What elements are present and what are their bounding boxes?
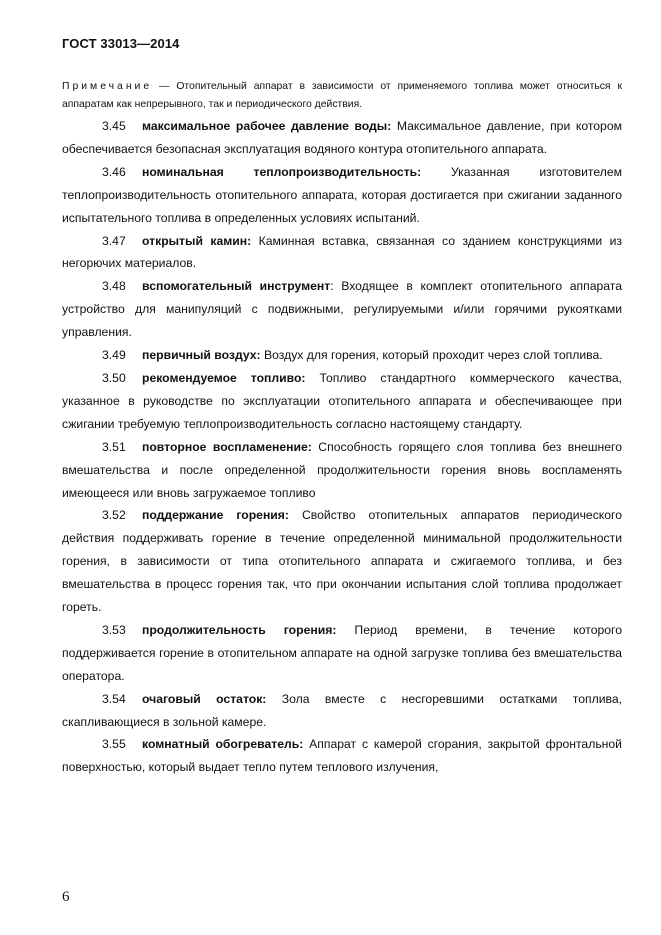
paragraph-3-49	[62, 344, 622, 367]
clause-number: 3.48	[102, 279, 126, 294]
clause-term: продолжительность горения:	[142, 622, 337, 637]
paragraph-3-54	[62, 688, 622, 734]
clause-term: первичный воздух:	[142, 348, 261, 363]
paragraph-3-50	[62, 367, 622, 436]
paragraph-3-55	[62, 733, 622, 779]
clause-number: 3.54	[102, 691, 126, 706]
note-block	[62, 78, 622, 114]
clause-number: 3.51	[102, 439, 126, 454]
clause-term: номинальная теплопроизводительность:	[142, 164, 422, 179]
paragraph-3-45	[62, 115, 622, 161]
clause-term: поддержание горения:	[142, 508, 289, 523]
clause-text: Топливо стандартного коммерческого качества, указанное в руководстве по эксплуатации отопительного аппарата и обеспечивающее при сжигании требуемую теплопроизводительность согласно настоящему стандарту.	[62, 370, 622, 431]
clause-text: Способность горящего слоя топлива без внешнего вмешательства и после определенной продолжительности горения вновь воспламенять имеющееся или вновь загружаемое топливо	[62, 439, 622, 500]
clause-text: Указанная изготовителем теплопроизводительность отопительного аппарата, которая достигается при сжигании заданного испытательного топлива в определенных условиях испытаний.	[62, 164, 622, 225]
clause-number: 3.50	[102, 370, 126, 385]
clause-term: максимальное рабочее давление воды:	[142, 119, 392, 133]
clause-text: Зола вместе с несгоревшими остатками топлива, скапливающиеся в зольной камере.	[62, 691, 623, 729]
clause-term: вспомогательный инструмент	[142, 279, 331, 294]
note-text: — Отопительный аппарат в зависимости от применяемого топлива может относиться к аппаратам как непрерывного, так и периодического действия.	[62, 81, 622, 110]
clause-number: 3.46	[102, 164, 126, 179]
clause-text: : Входящее в комплект отопительного аппарата устройство для манипуляций с подвижными, регулируемыми и/или горячими рукоятками управления.	[62, 279, 622, 340]
paragraph-3-51	[62, 436, 622, 505]
clause-term: очаговый остаток:	[142, 691, 267, 706]
clause-number: 3.49	[102, 348, 126, 363]
clause-term: комнатный обогреватель:	[142, 737, 304, 752]
document-header: ГОСТ 33013—2014	[62, 36, 180, 51]
paragraph-3-48	[62, 275, 622, 344]
paragraph-3-53	[62, 619, 622, 688]
clause-text: Максимальное давление, при котором обеспечивается безопасная эксплуатация водяного контура отопительного аппарата.	[62, 119, 622, 156]
clause-text: Воздух для горения, который проходит через слой топлива.	[260, 348, 603, 363]
clause-number: 3.53	[102, 622, 126, 637]
paragraph-3-46	[62, 161, 622, 230]
clause-text: Аппарат с камерой сгорания, закрытой фронтальной поверхностью, который выдает тепло путем теплового излучения,	[62, 737, 622, 775]
clause-text: Каминная вставка, связанная со зданием конструкциями из негорючих материалов.	[62, 233, 623, 271]
paragraph-3-47	[62, 230, 622, 276]
clause-number: 3.52	[102, 508, 126, 523]
clause-number: 3.47	[102, 233, 126, 248]
clause-number: 3.55	[102, 737, 126, 752]
clause-text: Период времени, в течение которого поддерживается горение в отопительном аппарате на одной загрузке топлива без вмешательства оператора.	[62, 622, 622, 683]
clause-term: повторное воспламенение:	[142, 439, 312, 454]
note-label: Примечание	[62, 81, 153, 92]
paragraph-3-52	[62, 504, 622, 619]
page-number: 6	[62, 889, 70, 905]
clause-term: открытый камин:	[142, 233, 252, 248]
clause-number: 3.45	[102, 119, 126, 133]
clause-term: рекомендуемое топливо:	[142, 370, 306, 385]
clause-text: Свойство отопительных аппаратов периодического действия поддерживать горение в течение определенной минимальной продолжительности горения, в зависимости от типа отопительного аппарата и сжигаемого топлива, и без вмешательства в процесс горения так, что при окончании испытания слой топлива продолжает гореть.	[62, 508, 623, 615]
document-body	[62, 115, 622, 779]
